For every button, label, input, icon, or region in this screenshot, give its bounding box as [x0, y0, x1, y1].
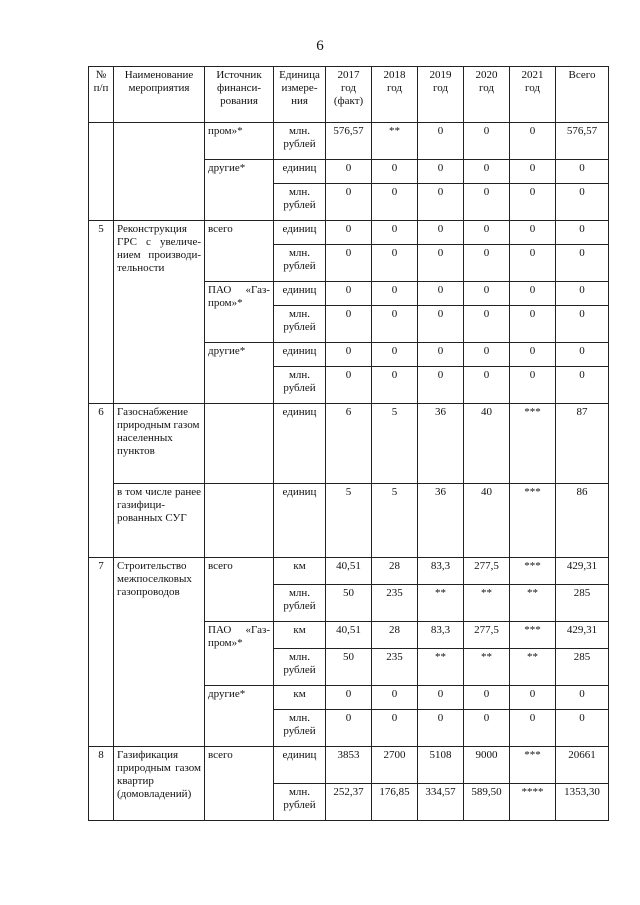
header-2017: 2017 год (факт)	[326, 67, 372, 123]
table-row: 7 Строительство межпоселковых газопроводов всего км 40,51 28 83,3 277,5 *** 429,31	[89, 558, 609, 585]
table-row: 8 Газификация природным газом квартир (домовладений) всего единиц 3853 2700 5108 9000 *** 20661	[89, 747, 609, 784]
unit-cell: единиц	[274, 404, 326, 484]
item-name: Строительство межпоселковых газопроводов	[114, 558, 205, 747]
table-row: 5 Реконструкция ГРС с увеличе-нием производи-тельности всего единиц 0 0 0 0 0 0	[89, 221, 609, 245]
header-total: Всего	[556, 67, 609, 123]
unit-cell: единиц	[274, 221, 326, 245]
program-table	[88, 66, 609, 821]
row-number: 7	[89, 558, 114, 747]
table-row: млн. рублей 0 0 0 0 0 0	[89, 710, 609, 747]
source-cell: всего	[205, 558, 274, 622]
row-number: 6	[89, 404, 114, 558]
source-cell: другие*	[205, 160, 274, 221]
header-source: Источник финанси-рования	[205, 67, 274, 123]
unit-cell: единиц	[274, 484, 326, 558]
unit-cell: км	[274, 686, 326, 710]
table-row: другие* единиц 0 0 0 0 0 0	[89, 160, 609, 184]
unit-cell: единиц	[274, 160, 326, 184]
table-row: в том числе ранее газифици-рованных СУГ единиц 5 5 36 40 *** 86	[89, 484, 609, 558]
unit-cell: млн. рублей	[274, 649, 326, 686]
unit-cell: млн. рублей	[274, 245, 326, 282]
header-num: № п/п	[89, 67, 114, 123]
table-row: млн. рублей 252,37 176,85 334,57 589,50 **** 1353,30	[89, 784, 609, 821]
table-row: млн. рублей 50 235 ** ** ** 285	[89, 649, 609, 686]
header-2021: 2021 год	[510, 67, 556, 123]
unit-cell: млн. рублей	[274, 784, 326, 821]
unit-cell: единиц	[274, 343, 326, 367]
table-row: ПАО «Газ-пром»* единиц 0 0 0 0 0 0	[89, 282, 609, 306]
source-cell: всего	[205, 221, 274, 282]
unit-cell: млн. рублей	[274, 184, 326, 221]
row-number: 8	[89, 747, 114, 821]
unit-cell: млн. рублей	[274, 123, 326, 160]
table-row: другие* км 0 0 0 0 0 0	[89, 686, 609, 710]
source-cell: другие*	[205, 686, 274, 747]
page-number: 6	[316, 38, 324, 54]
unit-cell: млн. рублей	[274, 306, 326, 343]
table-row: пром»* млн. рублей 576,57 ** 0 0 0 576,57	[89, 123, 609, 160]
header-2018: 2018 год	[372, 67, 418, 123]
source-cell: всего	[205, 747, 274, 821]
table-row: млн. рублей 50 235 ** ** ** 285	[89, 585, 609, 622]
item-subname: в том числе ранее газифици-рованных СУГ	[114, 484, 205, 558]
unit-cell: млн. рублей	[274, 367, 326, 404]
header-2019: 2019 год	[418, 67, 464, 123]
item-name: Газификация природным газом квартир (домовладений)	[114, 747, 205, 821]
source-cell: другие*	[205, 343, 274, 404]
table-row: млн. рублей 0 0 0 0 0 0	[89, 367, 609, 404]
source-cell: ПАО «Газ-пром»*	[205, 622, 274, 686]
table-row: млн. рублей 0 0 0 0 0 0	[89, 306, 609, 343]
table-row: ПАО «Газ-пром»* км 40,51 28 83,3 277,5 *** 429,31	[89, 622, 609, 649]
table-row: млн. рублей 0 0 0 0 0 0	[89, 184, 609, 221]
item-name: Реконструкция ГРС с увеличе-нием производи-тельности	[114, 221, 205, 404]
table-header	[89, 67, 609, 123]
item-name: Газоснабжение природным газом населенных пунктов	[114, 404, 205, 484]
unit-cell: единиц	[274, 282, 326, 306]
source-cell: ПАО «Газ-пром»*	[205, 282, 274, 343]
table-row: другие* единиц 0 0 0 0 0 0	[89, 343, 609, 367]
source-cell: пром»*	[205, 123, 274, 160]
unit-cell: км	[274, 558, 326, 585]
unit-cell: единиц	[274, 747, 326, 784]
unit-cell: млн. рублей	[274, 585, 326, 622]
table-row: 6 Газоснабжение природным газом населенных пунктов единиц 6 5 36 40 *** 87	[89, 404, 609, 484]
header-name: Наименование мероприятия	[114, 67, 205, 123]
header-2020: 2020 год	[464, 67, 510, 123]
unit-cell: млн. рублей	[274, 710, 326, 747]
table-row: млн. рублей 0 0 0 0 0 0	[89, 245, 609, 282]
row-number: 5	[89, 221, 114, 404]
unit-cell: км	[274, 622, 326, 649]
header-unit: Единица измере-ния	[274, 67, 326, 123]
